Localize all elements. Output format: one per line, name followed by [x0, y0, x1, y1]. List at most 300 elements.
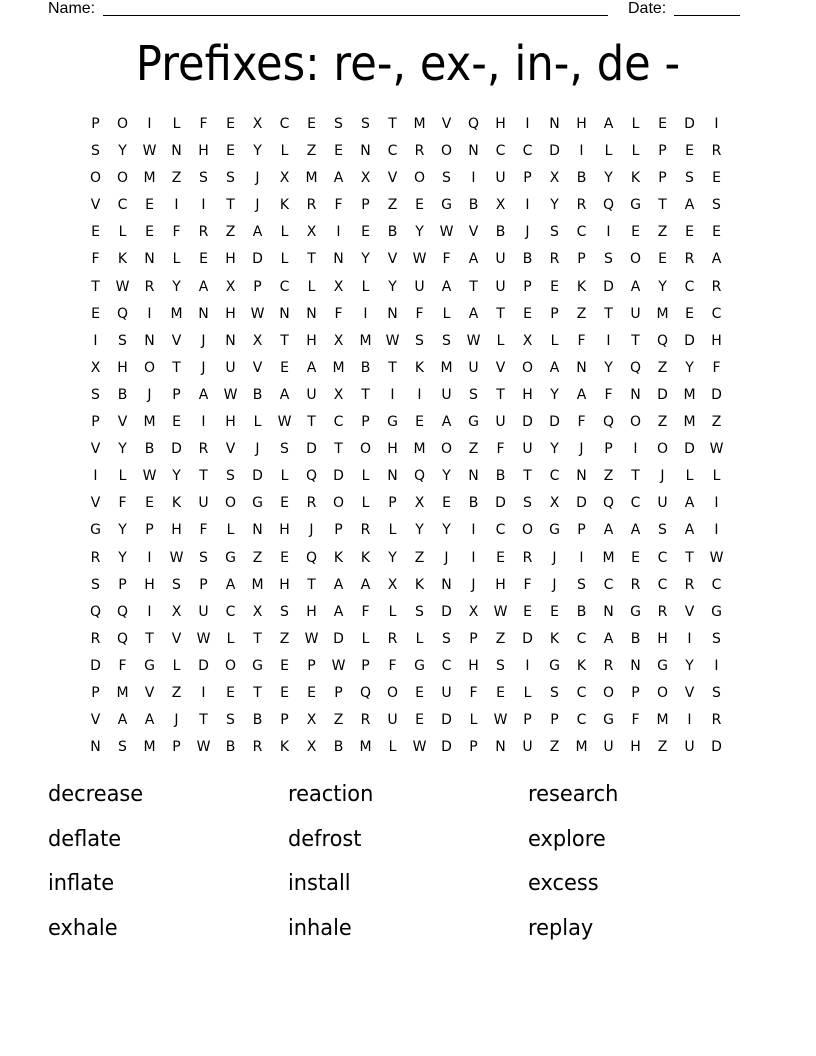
grid-letter[interactable]: C [576, 630, 587, 647]
grid-letter[interactable]: L [280, 224, 289, 241]
grid-letter[interactable]: A [684, 197, 695, 214]
grid-letter[interactable]: D [684, 441, 695, 458]
grid-letter[interactable]: G [225, 549, 236, 566]
grid-letter[interactable]: K [279, 739, 290, 756]
grid-letter[interactable]: N [468, 143, 479, 160]
grid-letter[interactable]: I [471, 549, 476, 566]
grid-letter[interactable]: Z [171, 170, 182, 187]
grid-letter[interactable]: K [549, 630, 560, 647]
grid-letter[interactable]: H [630, 739, 641, 756]
grid-letter[interactable]: Y [361, 251, 370, 268]
grid-letter[interactable]: M [359, 332, 372, 349]
grid-letter[interactable]: B [387, 224, 398, 241]
grid-letter[interactable]: N [603, 603, 614, 620]
grid-letter[interactable]: N [630, 386, 641, 403]
grid-letter[interactable]: O [89, 170, 102, 187]
grid-letter[interactable]: O [224, 657, 237, 674]
grid-letter[interactable]: L [172, 657, 181, 674]
grid-letter[interactable]: T [334, 441, 343, 458]
grid-letter[interactable]: L [226, 630, 235, 647]
grid-letter[interactable]: C [495, 143, 506, 160]
grid-letter[interactable]: Z [657, 414, 668, 431]
grid-letter[interactable]: P [307, 657, 316, 674]
grid-letter[interactable]: Y [172, 278, 181, 295]
grid-letter[interactable]: S [91, 576, 100, 593]
grid-letter[interactable]: H [171, 522, 182, 539]
grid-letter[interactable]: D [495, 495, 506, 512]
grid-letter[interactable]: T [145, 630, 154, 647]
grid-letter[interactable]: Z [333, 712, 344, 729]
grid-letter[interactable]: T [361, 386, 370, 403]
grid-letter[interactable]: J [255, 170, 260, 187]
grid-letter[interactable]: F [415, 305, 424, 322]
grid-letter[interactable]: J [255, 441, 260, 458]
grid-letter[interactable]: R [198, 224, 209, 241]
grid-letter[interactable]: O [224, 495, 237, 512]
grid-letter[interactable]: G [603, 712, 614, 729]
grid-letter[interactable]: T [388, 359, 397, 376]
grid-letter[interactable]: H [279, 576, 290, 593]
grid-letter[interactable]: O [629, 414, 642, 431]
grid-letter[interactable]: M [683, 386, 696, 403]
grid-letter[interactable]: Y [550, 197, 559, 214]
grid-letter[interactable]: J [552, 549, 557, 566]
grid-letter[interactable]: L [253, 414, 262, 431]
grid-letter[interactable]: F [388, 657, 397, 674]
grid-letter[interactable]: L [226, 522, 235, 539]
grid-letter[interactable]: D [441, 739, 452, 756]
grid-letter[interactable]: T [307, 414, 316, 431]
grid-letter[interactable]: E [442, 495, 451, 512]
grid-letter[interactable]: I [714, 495, 719, 512]
grid-letter[interactable]: Z [657, 359, 668, 376]
grid-letter[interactable]: E [226, 116, 235, 132]
grid-letter[interactable]: U [603, 739, 614, 756]
grid-letter[interactable]: D [711, 386, 722, 403]
grid-letter[interactable]: T [685, 549, 694, 566]
grid-letter[interactable]: S [523, 495, 532, 512]
grid-letter[interactable]: X [306, 712, 317, 729]
grid-letter[interactable]: J [579, 441, 584, 458]
grid-letter[interactable]: X [306, 739, 317, 756]
grid-letter[interactable]: A [360, 576, 371, 593]
grid-letter[interactable]: R [306, 197, 317, 214]
grid-letter[interactable]: W [304, 630, 319, 647]
grid-letter[interactable]: F [199, 522, 208, 539]
grid-letter[interactable]: G [441, 197, 452, 214]
grid-letter[interactable]: Q [89, 603, 102, 620]
grid-letter[interactable]: P [91, 684, 100, 701]
grid-letter[interactable]: M [359, 739, 372, 756]
grid-letter[interactable]: G [414, 657, 425, 674]
grid-letter[interactable]: X [171, 603, 182, 620]
grid-letter[interactable]: J [201, 332, 206, 349]
grid-letter[interactable]: F [577, 332, 586, 349]
grid-letter[interactable]: S [361, 116, 370, 132]
grid-letter[interactable]: J [552, 576, 557, 593]
grid-letter[interactable]: U [306, 386, 317, 403]
grid-letter[interactable]: C [117, 197, 128, 214]
grid-letter[interactable]: F [496, 441, 505, 458]
grid-letter[interactable]: E [145, 224, 154, 241]
grid-letter[interactable]: A [468, 251, 479, 268]
grid-letter[interactable]: P [523, 278, 532, 295]
grid-letter[interactable]: I [93, 332, 98, 349]
grid-letter[interactable]: L [631, 143, 640, 160]
grid-letter[interactable]: T [253, 684, 262, 701]
grid-letter[interactable]: V [90, 495, 101, 512]
grid-letter[interactable]: I [363, 305, 368, 322]
grid-letter[interactable]: F [604, 386, 613, 403]
grid-letter[interactable]: A [333, 170, 344, 187]
grid-letter[interactable]: K [414, 359, 425, 376]
grid-letter[interactable]: A [117, 712, 128, 729]
grid-letter[interactable]: C [522, 143, 533, 160]
grid-letter[interactable]: D [333, 468, 344, 485]
grid-letter[interactable]: H [198, 143, 209, 160]
grid-letter[interactable]: L [712, 468, 721, 485]
grid-letter[interactable]: D [441, 712, 452, 729]
grid-letter[interactable]: D [252, 251, 263, 268]
grid-letter[interactable]: I [417, 386, 422, 403]
grid-letter[interactable]: R [711, 712, 722, 729]
grid-letter[interactable]: E [307, 684, 316, 701]
grid-letter[interactable]: R [144, 278, 155, 295]
grid-letter[interactable]: A [441, 278, 452, 295]
grid-letter[interactable]: Q [116, 630, 129, 647]
grid-letter[interactable]: S [685, 170, 694, 187]
grid-letter[interactable]: O [386, 684, 399, 701]
grid-letter[interactable]: H [387, 441, 398, 458]
grid-letter[interactable]: I [606, 224, 611, 241]
grid-letter[interactable]: H [495, 576, 506, 593]
grid-letter[interactable]: M [413, 441, 426, 458]
grid-letter[interactable]: S [199, 549, 208, 566]
grid-letter[interactable]: Y [415, 224, 424, 241]
grid-letter[interactable]: N [495, 739, 506, 756]
grid-letter[interactable]: D [549, 143, 560, 160]
grid-letter[interactable]: I [714, 522, 719, 539]
grid-letter[interactable]: B [117, 386, 128, 403]
grid-letter[interactable]: J [471, 576, 476, 593]
grid-letter[interactable]: O [413, 170, 426, 187]
grid-letter[interactable]: I [471, 522, 476, 539]
grid-letter[interactable]: V [117, 414, 128, 431]
grid-letter[interactable]: H [306, 603, 317, 620]
grid-letter[interactable]: Q [359, 684, 372, 701]
grid-letter[interactable]: Q [602, 495, 615, 512]
grid-letter[interactable]: O [440, 143, 453, 160]
grid-letter[interactable]: I [147, 116, 152, 132]
grid-letter[interactable]: C [657, 576, 668, 593]
grid-letter[interactable]: T [469, 278, 478, 295]
grid-letter[interactable]: J [660, 468, 665, 485]
grid-letter[interactable]: R [603, 657, 614, 674]
grid-letter[interactable]: B [576, 603, 587, 620]
grid-letter[interactable]: L [118, 224, 127, 241]
grid-letter[interactable]: B [495, 468, 506, 485]
grid-letter[interactable]: C [441, 657, 452, 674]
grid-letter[interactable]: A [144, 712, 155, 729]
grid-letter[interactable]: U [387, 712, 398, 729]
grid-letter[interactable]: C [279, 278, 290, 295]
grid-letter[interactable]: T [604, 305, 613, 322]
grid-letter[interactable]: M [143, 170, 156, 187]
grid-letter[interactable]: A [441, 414, 452, 431]
grid-letter[interactable]: W [412, 251, 427, 268]
grid-letter[interactable]: H [279, 522, 290, 539]
grid-letter[interactable]: D [711, 739, 722, 756]
grid-letter[interactable]: G [90, 522, 101, 539]
grid-letter[interactable]: V [468, 224, 479, 241]
grid-letter[interactable]: P [577, 251, 586, 268]
grid-letter[interactable]: R [576, 197, 587, 214]
grid-letter[interactable]: F [118, 657, 127, 674]
grid-letter[interactable]: E [550, 278, 559, 295]
grid-letter[interactable]: Y [253, 143, 262, 160]
grid-letter[interactable]: L [604, 143, 613, 160]
grid-letter[interactable]: O [521, 359, 534, 376]
grid-letter[interactable]: S [172, 576, 181, 593]
grid-letter[interactable]: D [549, 414, 560, 431]
grid-letter[interactable]: Z [495, 630, 506, 647]
grid-letter[interactable]: P [604, 441, 613, 458]
grid-letter[interactable]: W [385, 332, 400, 349]
grid-letter[interactable]: W [709, 549, 724, 566]
grid-letter[interactable]: T [172, 359, 181, 376]
grid-letter[interactable]: E [280, 549, 289, 566]
grid-letter[interactable]: Z [414, 549, 425, 566]
grid-letter[interactable]: E [550, 603, 559, 620]
grid-letter[interactable]: S [442, 630, 451, 647]
grid-letter[interactable]: S [91, 143, 100, 160]
grid-letter[interactable]: S [550, 224, 559, 241]
grid-letter[interactable]: D [198, 657, 209, 674]
grid-letter[interactable]: M [413, 116, 426, 132]
grid-letter[interactable]: D [90, 657, 101, 674]
grid-letter[interactable]: C [711, 305, 722, 322]
grid-letter[interactable]: X [90, 359, 101, 376]
grid-letter[interactable]: E [145, 495, 154, 512]
grid-letter[interactable]: B [495, 224, 506, 241]
grid-letter[interactable]: Z [306, 143, 317, 160]
grid-letter[interactable]: R [387, 630, 398, 647]
grid-letter[interactable]: G [657, 657, 668, 674]
grid-letter[interactable]: E [361, 224, 370, 241]
grid-letter[interactable]: Y [388, 549, 397, 566]
grid-letter[interactable]: D [333, 630, 344, 647]
grid-letter[interactable]: B [468, 495, 479, 512]
grid-letter[interactable]: C [576, 712, 587, 729]
grid-letter[interactable]: M [143, 414, 156, 431]
grid-letter[interactable]: S [334, 116, 343, 132]
grid-letter[interactable]: S [442, 170, 451, 187]
grid-letter[interactable]: D [306, 441, 317, 458]
grid-letter[interactable]: C [576, 684, 587, 701]
grid-letter[interactable]: H [225, 305, 236, 322]
grid-letter[interactable]: W [493, 712, 508, 729]
grid-letter[interactable]: N [630, 657, 641, 674]
grid-letter[interactable]: F [334, 305, 343, 322]
grid-letter[interactable]: D [522, 630, 533, 647]
grid-letter[interactable]: P [550, 305, 559, 322]
grid-letter[interactable]: N [387, 468, 398, 485]
grid-letter[interactable]: U [495, 278, 506, 295]
grid-letter[interactable]: S [442, 332, 451, 349]
grid-letter[interactable]: G [549, 522, 560, 539]
grid-letter[interactable]: Y [118, 143, 127, 160]
grid-letter[interactable]: E [631, 224, 640, 241]
grid-letter[interactable]: E [280, 684, 289, 701]
grid-letter[interactable]: W [196, 739, 211, 756]
grid-letter[interactable]: S [658, 522, 667, 539]
grid-letter[interactable]: T [496, 386, 505, 403]
grid-letter[interactable]: A [333, 603, 344, 620]
grid-letter[interactable]: N [441, 576, 452, 593]
grid-letter[interactable]: P [280, 712, 289, 729]
grid-letter[interactable]: P [172, 386, 181, 403]
grid-letter[interactable]: Q [116, 305, 129, 322]
grid-letter[interactable]: U [198, 495, 209, 512]
grid-letter[interactable]: L [631, 116, 640, 132]
grid-letter[interactable]: Z [387, 197, 398, 214]
grid-letter[interactable]: B [252, 386, 263, 403]
grid-letter[interactable]: F [334, 197, 343, 214]
grid-letter[interactable]: S [280, 441, 289, 458]
grid-letter[interactable]: N [144, 332, 155, 349]
grid-letter[interactable]: Z [252, 549, 263, 566]
grid-letter[interactable]: D [171, 441, 182, 458]
grid-letter[interactable]: Y [442, 522, 451, 539]
grid-letter[interactable]: I [201, 414, 206, 431]
grid-letter[interactable]: X [549, 170, 560, 187]
grid-letter[interactable]: U [414, 278, 425, 295]
grid-letter[interactable]: G [468, 414, 479, 431]
grid-letter[interactable]: P [631, 684, 640, 701]
grid-letter[interactable]: X [468, 603, 479, 620]
grid-letter[interactable]: K [171, 495, 182, 512]
grid-letter[interactable]: C [603, 576, 614, 593]
grid-letter[interactable]: G [144, 657, 155, 674]
grid-letter[interactable]: E [172, 414, 181, 431]
grid-letter[interactable]: F [631, 712, 640, 729]
grid-letter[interactable]: L [172, 251, 181, 268]
grid-letter[interactable]: P [523, 170, 532, 187]
grid-letter[interactable]: M [143, 739, 156, 756]
grid-letter[interactable]: U [225, 359, 236, 376]
grid-letter[interactable]: F [469, 684, 478, 701]
name-field[interactable] [103, 15, 608, 16]
grid-letter[interactable]: C [225, 603, 236, 620]
grid-letter[interactable]: E [496, 684, 505, 701]
grid-letter[interactable]: D [576, 495, 587, 512]
grid-letter[interactable]: U [441, 684, 452, 701]
grid-letter[interactable]: L [523, 684, 532, 701]
grid-letter[interactable]: K [576, 657, 587, 674]
grid-letter[interactable]: D [684, 116, 695, 132]
grid-letter[interactable]: M [251, 576, 264, 593]
grid-letter[interactable]: H [522, 386, 533, 403]
grid-letter[interactable]: E [712, 170, 721, 187]
grid-letter[interactable]: E [226, 143, 235, 160]
grid-letter[interactable]: S [118, 739, 127, 756]
grid-letter[interactable]: V [387, 251, 398, 268]
grid-letter[interactable]: I [201, 684, 206, 701]
grid-letter[interactable]: A [630, 278, 641, 295]
grid-letter[interactable]: B [252, 712, 263, 729]
grid-letter[interactable]: W [250, 305, 265, 322]
grid-letter[interactable]: H [576, 116, 587, 132]
grid-letter[interactable]: Y [604, 359, 613, 376]
grid-letter[interactable]: W [466, 332, 481, 349]
grid-letter[interactable]: V [171, 630, 182, 647]
grid-letter[interactable]: P [118, 576, 127, 593]
grid-letter[interactable]: E [415, 414, 424, 431]
grid-letter[interactable]: R [198, 441, 209, 458]
grid-letter[interactable]: C [333, 414, 344, 431]
grid-letter[interactable]: P [91, 414, 100, 431]
grid-letter[interactable]: H [225, 251, 236, 268]
grid-letter[interactable]: G [387, 414, 398, 431]
grid-letter[interactable]: E [523, 305, 532, 322]
grid-letter[interactable]: V [90, 197, 101, 214]
grid-letter[interactable]: Q [467, 116, 480, 132]
grid-letter[interactable]: X [333, 278, 344, 295]
grid-letter[interactable]: S [91, 386, 100, 403]
grid-letter[interactable]: I [174, 197, 179, 214]
grid-letter[interactable]: V [684, 684, 695, 701]
grid-letter[interactable]: S [415, 332, 424, 349]
grid-letter[interactable]: K [117, 251, 128, 268]
grid-letter[interactable]: W [169, 549, 184, 566]
grid-letter[interactable]: X [252, 603, 263, 620]
grid-letter[interactable]: Y [442, 468, 451, 485]
grid-letter[interactable]: M [575, 739, 588, 756]
grid-letter[interactable]: E [91, 305, 100, 322]
grid-letter[interactable]: Y [685, 657, 694, 674]
grid-letter[interactable]: U [684, 739, 695, 756]
grid-letter[interactable]: R [711, 143, 722, 160]
grid-letter[interactable]: P [523, 712, 532, 729]
grid-letter[interactable]: E [523, 603, 532, 620]
grid-letter[interactable]: A [279, 386, 290, 403]
grid-letter[interactable]: C [684, 278, 695, 295]
grid-letter[interactable]: Y [550, 386, 559, 403]
grid-letter[interactable]: P [550, 712, 559, 729]
grid-letter[interactable]: X [333, 332, 344, 349]
grid-letter[interactable]: P [577, 522, 586, 539]
grid-letter[interactable]: P [253, 278, 262, 295]
grid-letter[interactable]: J [147, 386, 152, 403]
grid-letter[interactable]: P [91, 116, 100, 132]
grid-letter[interactable]: O [359, 441, 372, 458]
grid-letter[interactable]: E [280, 657, 289, 674]
grid-letter[interactable]: D [252, 468, 263, 485]
grid-letter[interactable]: K [279, 197, 290, 214]
grid-letter[interactable]: S [712, 684, 721, 701]
grid-letter[interactable]: M [683, 414, 696, 431]
grid-letter[interactable]: N [333, 251, 344, 268]
grid-letter[interactable]: F [361, 603, 370, 620]
grid-letter[interactable]: P [334, 684, 343, 701]
grid-letter[interactable]: I [201, 197, 206, 214]
grid-letter[interactable]: A [549, 359, 560, 376]
grid-letter[interactable]: I [471, 170, 476, 187]
grid-letter[interactable]: A [198, 386, 209, 403]
grid-letter[interactable]: Q [602, 414, 615, 431]
grid-letter[interactable]: O [116, 170, 129, 187]
grid-letter[interactable]: I [525, 116, 530, 132]
